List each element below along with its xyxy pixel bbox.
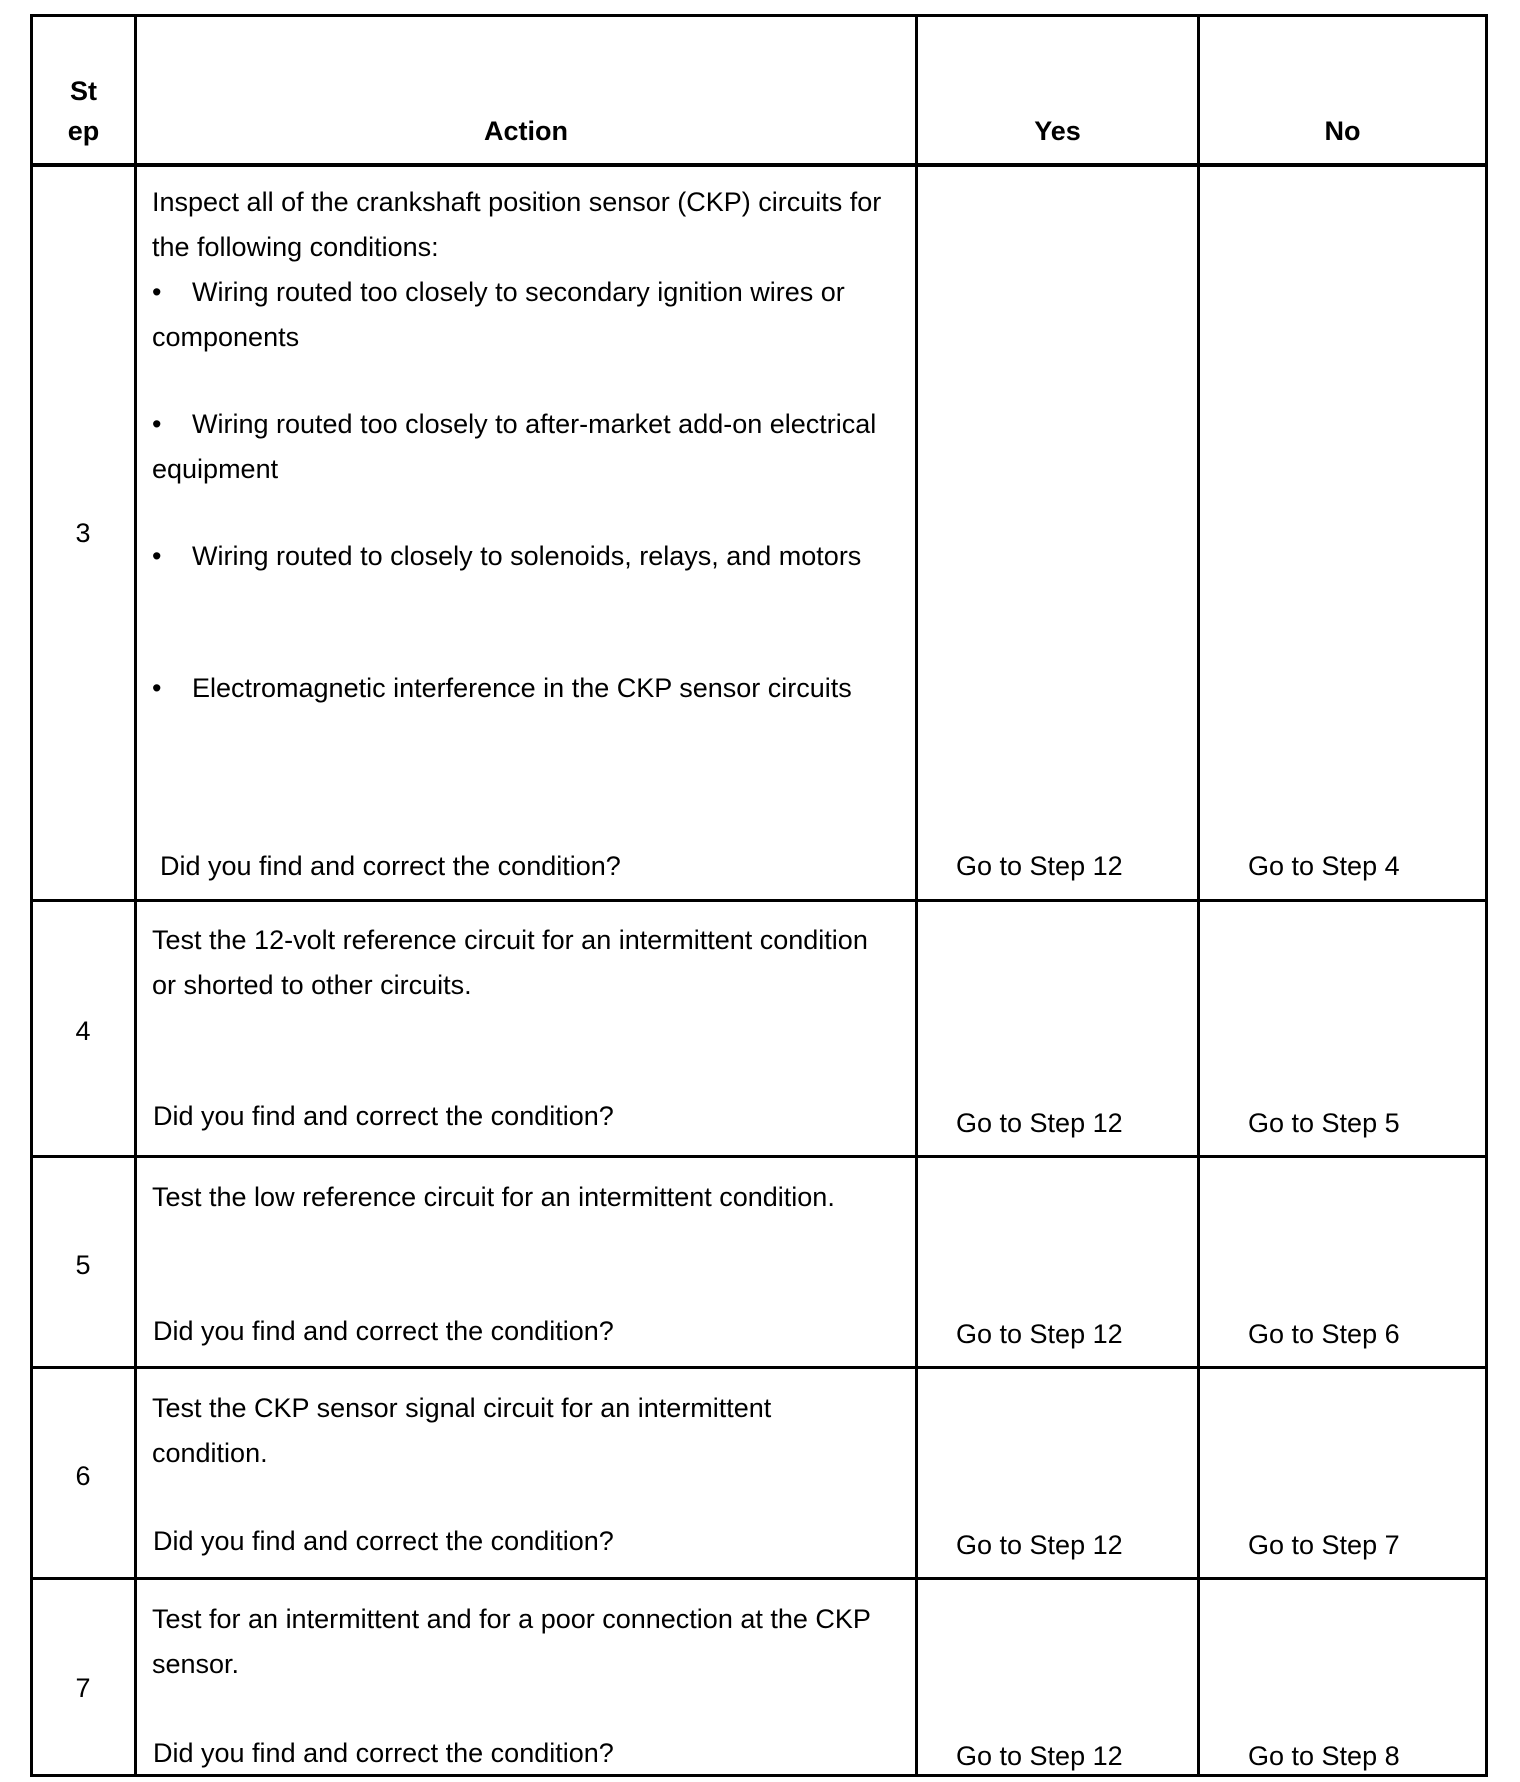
no-result: Go to Step 7 xyxy=(1248,1530,1400,1560)
bullet-item xyxy=(152,666,892,711)
bullet-text: Wiring routed too closely to secondary ignition wires or components xyxy=(152,277,845,352)
question-text: Did you find and correct the condition? xyxy=(153,1738,614,1768)
step-number: 3 xyxy=(75,518,91,548)
bullet-text: Wiring routed too closely to after-market add-on electrical equipment xyxy=(152,409,877,484)
col-divider-action xyxy=(915,14,918,1777)
yes-result: Go to Step 12 xyxy=(956,851,1123,881)
row-divider-6 xyxy=(30,1577,1488,1580)
table-border-top xyxy=(30,14,1488,17)
question-text: Did you find and correct the condition? xyxy=(153,1526,614,1556)
no-result: Go to Step 4 xyxy=(1248,851,1400,881)
no-result: Go to Step 8 xyxy=(1248,1741,1400,1771)
action-text: Test the 12-volt reference circuit for an intermittent condition or shorted to other circuits. xyxy=(152,925,868,1000)
col-divider-step xyxy=(134,14,137,1777)
bullet-item xyxy=(152,402,892,492)
bullet-icon: • xyxy=(152,541,162,571)
action-text: Inspect all of the crankshaft position sensor (CKP) circuits for the following conditions: xyxy=(152,187,882,262)
bullet-icon: • xyxy=(152,673,162,703)
row-divider-3 xyxy=(30,899,1488,902)
action-text: Test the low reference circuit for an intermittent condition. xyxy=(152,1182,835,1212)
header-action: Action xyxy=(484,116,568,146)
table-border-bottom xyxy=(30,1774,1488,1777)
yes-result: Go to Step 12 xyxy=(956,1530,1123,1560)
bullet-text: Wiring routed to closely to solenoids, relays, and motors xyxy=(192,541,862,571)
bullet-item xyxy=(152,534,892,579)
bullet-item xyxy=(152,270,892,360)
header-step-line1: St xyxy=(70,76,97,106)
table-border-left xyxy=(30,14,33,1777)
col-divider-yes xyxy=(1197,14,1200,1777)
step-number: 5 xyxy=(75,1250,91,1280)
question-text: Did you find and correct the condition? xyxy=(160,851,621,881)
header-divider xyxy=(30,163,1488,167)
no-result: Go to Step 5 xyxy=(1248,1108,1400,1138)
bullet-icon: • xyxy=(152,409,162,439)
step-number: 7 xyxy=(75,1673,91,1703)
yes-result: Go to Step 12 xyxy=(956,1319,1123,1349)
no-result: Go to Step 6 xyxy=(1248,1319,1400,1349)
header-yes: Yes xyxy=(1034,116,1081,146)
action-text: Test the CKP sensor signal circuit for an intermittent condition. xyxy=(152,1393,772,1468)
row-divider-4 xyxy=(30,1155,1488,1158)
bullet-text: Electromagnetic interference in the CKP sensor circuits xyxy=(192,673,852,703)
yes-result: Go to Step 12 xyxy=(956,1741,1123,1771)
row-divider-5 xyxy=(30,1366,1488,1369)
header-no: No xyxy=(1324,116,1361,146)
table-border-right xyxy=(1485,14,1488,1777)
action-text: Test for an intermittent and for a poor connection at the CKP sensor. xyxy=(152,1604,871,1679)
yes-result: Go to Step 12 xyxy=(956,1108,1123,1138)
question-text: Did you find and correct the condition? xyxy=(153,1316,614,1346)
bullet-icon: • xyxy=(152,277,162,307)
step-number: 4 xyxy=(75,1016,91,1046)
question-text: Did you find and correct the condition? xyxy=(153,1101,614,1131)
step-number: 6 xyxy=(75,1461,91,1491)
header-step-line2: ep xyxy=(67,116,100,146)
